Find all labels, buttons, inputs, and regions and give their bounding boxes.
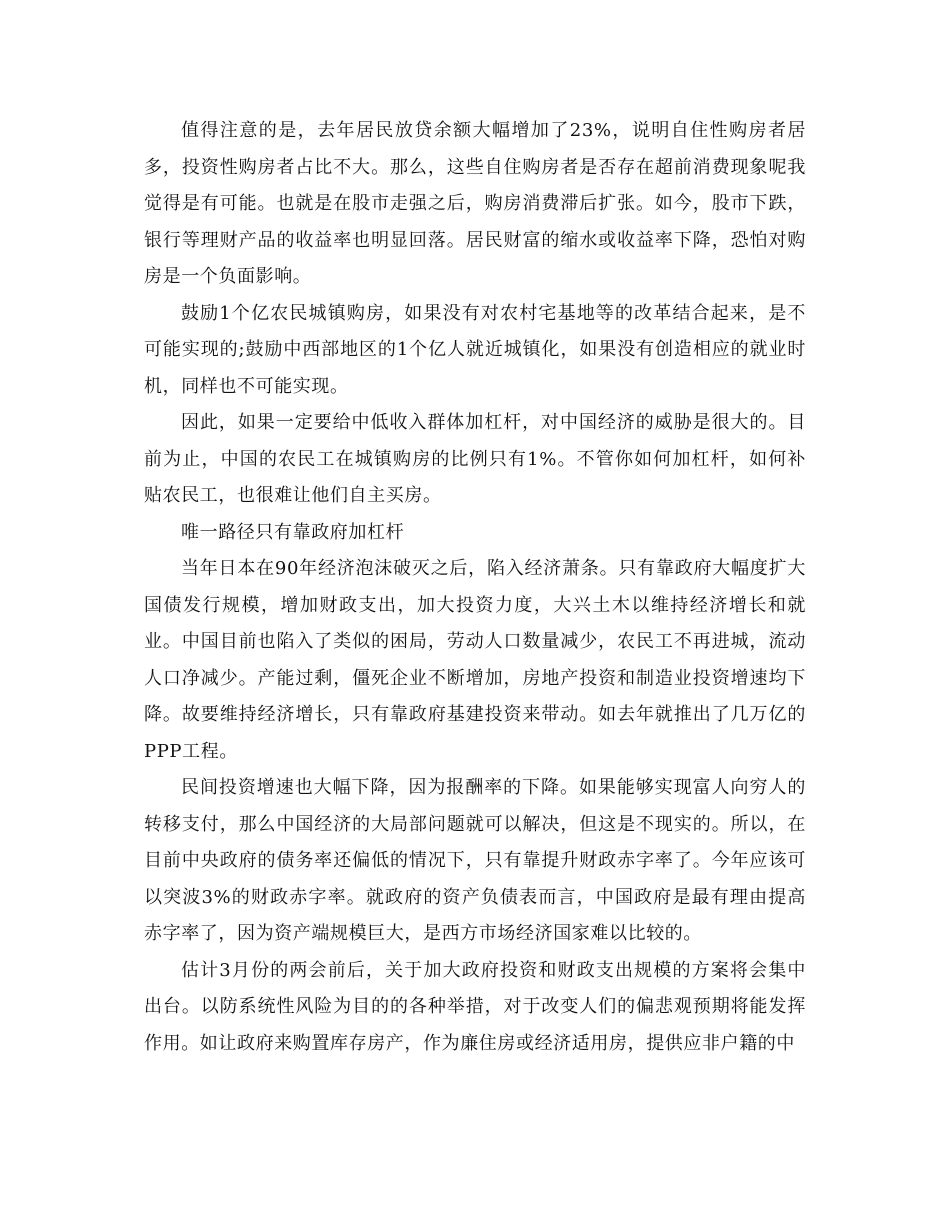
paragraph-loan-growth: 值得注意的是，去年居民放贷余额大幅增加了23%，说明自住性购房者居多，投资性购房者占比不大。那么，这些自住购房者是否存在超前消费现象呢我觉得是有可能。也就是在股市走强之后，购房消费滞后扩张。如今，股市下跌，银行等理财产品的收益率也明显回落。居民财富的缩水或收益率下降，恐怕对购房是一个负面影响。 <box>144 120 806 287</box>
paragraph-japan-comparison: 当年日本在90年经济泡沫破灭之后，陷入经济萧条。只有靠政府大幅度扩大国债发行规模，增加财政支出，加大投资力度，大兴土木以维持经济增长和就业。中国目前也陷入了类似的困局，劳动人口数量减少，农民工不再进城，流动人口净减少。产能过剩，僵死企业不断增加，房地产投资和制造业投资增速均下降。故要维持经济增长，只有靠政府基建投资来带动。如去年就推出了几万亿的PPP工程。 <box>144 558 806 762</box>
document-body <box>144 113 806 1062</box>
paragraph-two-sessions: 估计3月份的两会前后，关于加大政府投资和财政支出规模的方案将会集中出台。以防系统性风险为目的的各种举措，对于改变人们的偏悲观预期将能发挥作用。如让政府来购置库存房产，作为廉住房或经济适用房，提供应非户籍的中 <box>144 959 806 1054</box>
section-heading: 唯一路径只有靠政府加杠杆 <box>181 521 405 543</box>
paragraph-leverage-risk: 因此，如果一定要给中低收入群体加杠杆，对中国经济的威胁是很大的。目前为止，中国的农民工在城镇购房的比例只有1%。不管你如何加杠杆，如何补贴农民工，也很难让他们自主买房。 <box>144 412 806 506</box>
paragraph-private-investment: 民间投资增速也大幅下降，因为报酬率的下降。如果能够实现富人向穷人的转移支付，那么中国经济的大局部问题就可以解决，但这是不现实的。所以，在目前中央政府的债务率还偏低的情况下，只有靠提升财政赤字率了。今年应该可以突波3%的财政赤字率。就政府的资产负债表而言，中国政府是最有理由提高赤字率了，因为资产端规模巨大，是西方市场经济国家难以比较的。 <box>144 777 806 944</box>
paragraph-rural-housing: 鼓励1个亿农民城镇购房，如果没有对农村宅基地等的改革结合起来，是不可能实现的;鼓励中西部地区的1个亿人就近城镇化，如果没有创造相应的就业时机，同样也不可能实现。 <box>144 302 806 397</box>
